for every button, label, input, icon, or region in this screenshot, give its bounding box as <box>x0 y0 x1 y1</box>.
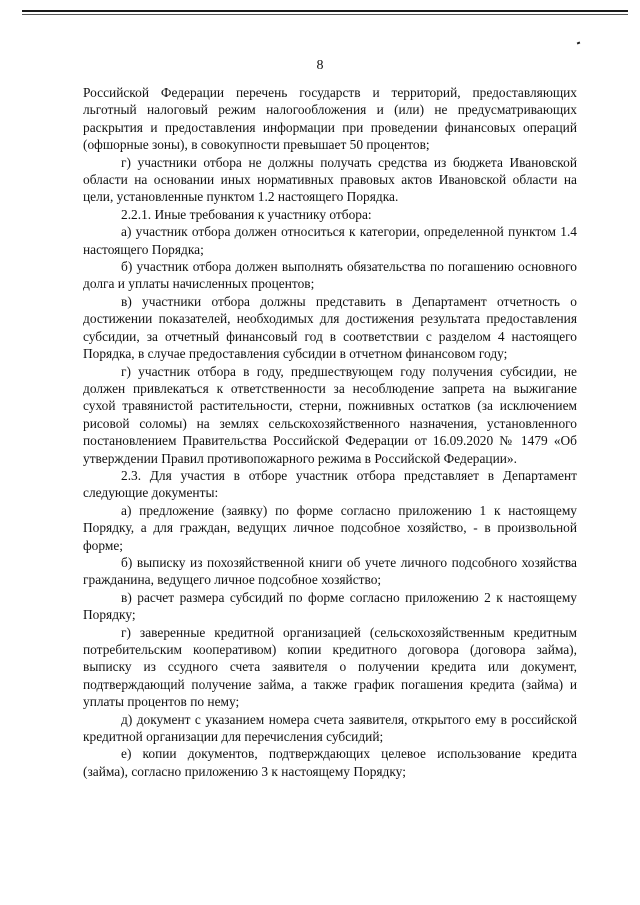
paragraph-2-3-heading: 2.3. Для участия в отборе участник отбора представляет в Департамент следующие документы: <box>83 467 577 501</box>
page-number: 8 <box>316 58 324 73</box>
scan-top-border-thin <box>22 14 628 15</box>
document-body <box>83 84 577 780</box>
paragraph-item-g-fire-safety: г) участник отбора в году, предшествующем году получения субсидии, не должен привлекаться к ответственности за несоблюдение запрета на выжигание сухой травянистой растительности, стерни, пожнивных остатков (за исключением рисовой соломы) на землях сельскохозяйственного назначения, установленного постановлением Правительства Российской Федерации от 16.09.2020 № 1479 «Об утверждении Правил противопожарного режима в Российской Федерации». <box>83 363 577 466</box>
paragraph-doc-d-account: д) документ с указанием номера счета заявителя, открытого ему в российской кредитной организации для перечисления субсидий; <box>83 711 577 745</box>
paragraph-item-g-budget: г) участники отбора не должны получать средства из бюджета Ивановской области на основании иных нормативных правовых актов Ивановской области на цели, установленные пунктом 1.2 настоящего Порядка. <box>83 154 577 205</box>
paragraph-doc-b-extract: б) выписку из похозяйственной книги об учете личного подсобного хозяйства гражданина, ведущего личное подсобное хозяйство; <box>83 554 577 588</box>
paragraph-doc-g-credit-copies: г) заверенные кредитной организацией (сельскохозяйственным кредитным потребительским кооперативом) копии кредитного договора (договора займа), выписку из ссудного счета заявителя о получении кредита или документ, подтверждающий получение займа, а также график погашения кредита (займа) и уплаты процентов по нему; <box>83 624 577 710</box>
paragraph-continuation: Российской Федерации перечень государств и территорий, предоставляющих льготный налоговый режим налогообложения и (или) не предусматривающих раскрытия и предоставления информации при проведении финансовых операций (офшорные зоны), в совокупности превышает 50 процентов; <box>83 85 577 153</box>
paragraph-item-b-obligations: б) участник отбора должен выполнять обязательства по погашению основного долга и уплаты начисленных процентов; <box>83 259 577 292</box>
scan-speck <box>577 42 581 45</box>
paragraph-doc-v-calculation: в) расчет размера субсидий по форме согласно приложению 2 к настоящему Порядку; <box>83 589 577 623</box>
paragraph-doc-e-target-use: е) копии документов, подтверждающих целевое использование кредита (займа), согласно приложению 3 к настоящему Порядку; <box>83 746 577 779</box>
paragraph-doc-a-application: а) предложение (заявку) по форме согласно приложению 1 к настоящему Порядку, а для граждан, ведущих личное подсобное хозяйство, - в произвольной форме; <box>83 502 577 553</box>
paragraph-2-2-1-heading: 2.2.1. Иные требования к участнику отбора: <box>121 206 372 222</box>
scan-top-border <box>22 10 628 12</box>
paragraph-item-a-category: а) участник отбора должен относиться к категории, определенной пунктом 1.4 настоящего Порядка; <box>83 224 577 257</box>
paragraph-item-v-reporting: в) участники отбора должны представить в Департамент отчетность о достижении показателей, необходимых для достижения результата предоставления субсидии, за отчетный финансовый год в соответствии с разделом 4 настоящего Порядка, в случае предоставления субсидии в отчетном финансовом году; <box>83 293 577 362</box>
